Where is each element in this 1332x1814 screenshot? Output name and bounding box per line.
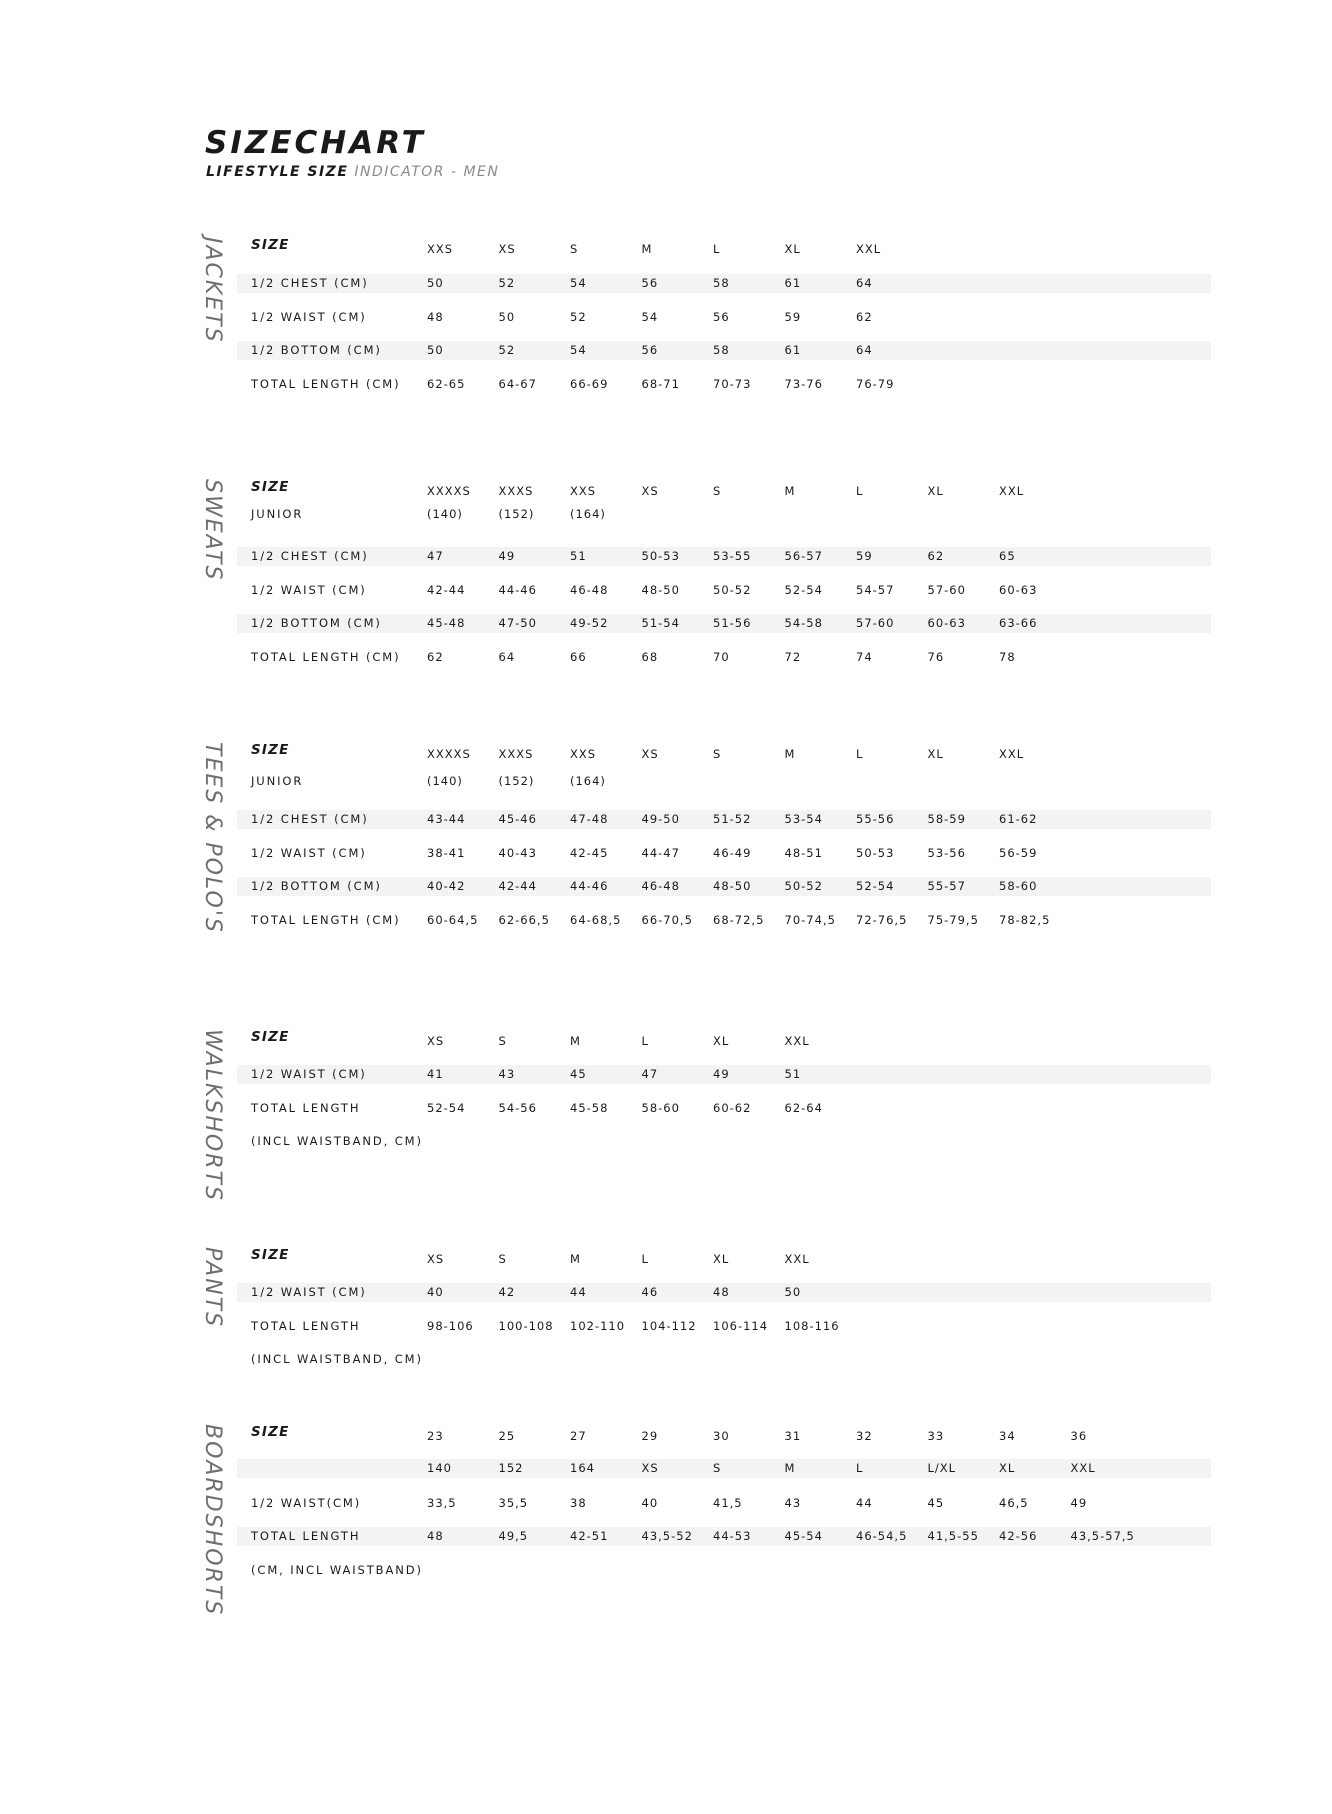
table-cell: 45-54 xyxy=(784,1529,823,1543)
table-cell: L xyxy=(713,242,721,256)
table-cell: 58 xyxy=(713,343,730,357)
table-cell: 44-46 xyxy=(498,583,537,597)
table-cell: 58-60 xyxy=(641,1101,680,1115)
table-cell: S xyxy=(713,747,722,761)
table-cell: 98-106 xyxy=(427,1319,474,1333)
table-cell: 64 xyxy=(498,650,516,664)
row-label: 1/2 WAIST (CM) xyxy=(251,1285,367,1299)
table-cell: XL xyxy=(713,1252,730,1266)
table-row xyxy=(237,375,1211,394)
table-cell: 54-58 xyxy=(784,616,823,630)
table-cell: XXL xyxy=(1070,1461,1096,1475)
table-cell: 140 xyxy=(427,1461,452,1475)
table-cell: 46,5 xyxy=(999,1496,1029,1510)
table-cell: 63-66 xyxy=(999,616,1038,630)
table-cell: 31 xyxy=(784,1429,802,1443)
table-cell: XXXXS xyxy=(427,484,471,498)
page-title: SIZECHART xyxy=(205,125,426,161)
table-cell: 53-56 xyxy=(927,846,966,860)
row-label: 1/2 WAIST (CM) xyxy=(251,1067,367,1081)
table-cell: XXXS xyxy=(498,747,534,761)
table-cell: 41 xyxy=(427,1067,444,1081)
table-cell: 45-46 xyxy=(498,812,537,826)
table-cell: 62 xyxy=(427,650,444,664)
table-cell: XS xyxy=(498,242,516,256)
table-cell: 52 xyxy=(498,276,516,290)
table-cell: 43 xyxy=(498,1067,516,1081)
table-row xyxy=(237,308,1211,327)
table-row xyxy=(237,1065,1211,1084)
row-label: TOTAL LENGTH xyxy=(251,1101,361,1115)
table-row xyxy=(237,648,1211,667)
table-cell: 53-54 xyxy=(784,812,823,826)
table-cell: M xyxy=(641,242,653,256)
table-cell: 46-49 xyxy=(713,846,752,860)
table-row xyxy=(237,341,1211,360)
table-cell: 52 xyxy=(570,310,587,324)
row-label: TOTAL LENGTH xyxy=(251,1529,361,1543)
table-cell: 78-82,5 xyxy=(999,913,1051,927)
table-row xyxy=(237,1459,1211,1478)
table-cell: (164) xyxy=(570,507,606,521)
table-cell: 46 xyxy=(641,1285,659,1299)
table-cell: M xyxy=(570,1252,581,1266)
row-label: TOTAL LENGTH xyxy=(251,1319,361,1333)
table-cell: 70-74,5 xyxy=(784,913,836,927)
section-label: TEES & POLO'S xyxy=(200,742,225,934)
table-cell: XL xyxy=(713,1034,730,1048)
row-label: 1/2 WAIST(CM) xyxy=(251,1496,362,1510)
table-cell: 49,5 xyxy=(498,1529,529,1543)
table-cell: 54 xyxy=(570,276,587,290)
table-cell: 56 xyxy=(713,310,730,324)
table-cell: 36 xyxy=(1070,1429,1088,1443)
table-cell: 59 xyxy=(784,310,802,324)
section-label: PANTS xyxy=(200,1247,225,1329)
table-cell: 45 xyxy=(927,1496,945,1510)
table-cell: 27 xyxy=(570,1429,587,1443)
table-row xyxy=(237,1561,1211,1580)
table-cell: 62 xyxy=(927,549,945,563)
table-cell: 61 xyxy=(784,343,802,357)
table-cell: 43,5-57,5 xyxy=(1070,1529,1135,1543)
page-subtitle xyxy=(206,163,499,181)
table-cell: 54 xyxy=(570,343,587,357)
table-cell: 51-52 xyxy=(713,812,752,826)
table-cell: XXL xyxy=(856,242,882,256)
table-cell: 46-54,5 xyxy=(856,1529,908,1543)
table-cell: 57-60 xyxy=(856,616,895,630)
table-cell: 44-47 xyxy=(641,846,680,860)
table-cell: (140) xyxy=(427,507,463,521)
table-row xyxy=(237,810,1211,829)
table-cell: 106-114 xyxy=(713,1319,769,1333)
table-cell: M xyxy=(784,747,796,761)
table-cell: 70-73 xyxy=(713,377,752,391)
section-label: SWEATS xyxy=(200,479,225,582)
table-cell: (140) xyxy=(427,774,463,788)
table-cell: 51-54 xyxy=(641,616,680,630)
table-cell: 56-57 xyxy=(784,549,823,563)
table-cell: 64-68,5 xyxy=(570,913,622,927)
table-row xyxy=(237,772,1211,791)
table-cell: S xyxy=(713,1461,722,1475)
table-cell: XXL xyxy=(784,1252,810,1266)
table-cell: 54-57 xyxy=(856,583,895,597)
table-cell: L xyxy=(641,1034,649,1048)
table-cell: 58 xyxy=(713,276,730,290)
table-cell: L xyxy=(856,484,864,498)
row-label: TOTAL LENGTH (CM) xyxy=(251,913,401,927)
table-cell: 100-108 xyxy=(498,1319,554,1333)
table-cell: 66-69 xyxy=(570,377,609,391)
table-cell: 50 xyxy=(498,310,516,324)
table-cell: XL xyxy=(927,484,944,498)
table-cell: 76-79 xyxy=(856,377,895,391)
table-cell: 30 xyxy=(713,1429,730,1443)
table-cell: 152 xyxy=(498,1461,524,1475)
table-cell: 51 xyxy=(570,549,587,563)
table-cell: M xyxy=(784,1461,796,1475)
table-cell: 42-44 xyxy=(427,583,466,597)
table-cell: 61-62 xyxy=(999,812,1038,826)
row-label: TOTAL LENGTH (CM) xyxy=(251,377,401,391)
table-row xyxy=(237,844,1211,863)
table-cell: M xyxy=(784,484,796,498)
table-cell: 44-46 xyxy=(570,879,609,893)
table-cell: XS xyxy=(641,484,659,498)
table-cell: L xyxy=(641,1252,649,1266)
table-cell: 52 xyxy=(498,343,516,357)
row-label: SIZE xyxy=(251,1247,290,1263)
table-cell: 61 xyxy=(784,276,802,290)
row-label: JUNIOR xyxy=(251,774,304,788)
table-cell: 49 xyxy=(1070,1496,1088,1510)
row-label: 1/2 CHEST (CM) xyxy=(251,812,369,826)
table-cell: 104-112 xyxy=(641,1319,697,1333)
table-cell: 49-50 xyxy=(641,812,680,826)
table-cell: 62 xyxy=(856,310,873,324)
table-cell: XS xyxy=(427,1034,445,1048)
table-cell: 46-48 xyxy=(570,583,609,597)
table-cell: 50-53 xyxy=(641,549,680,563)
table-cell: 70 xyxy=(713,650,730,664)
table-row xyxy=(237,1350,1211,1369)
table-cell: 75-79,5 xyxy=(927,913,979,927)
table-cell: 58-60 xyxy=(999,879,1038,893)
table-cell: 164 xyxy=(570,1461,595,1475)
table-cell: L xyxy=(856,747,864,761)
table-cell: 41,5-55 xyxy=(927,1529,979,1543)
table-cell: XL xyxy=(927,747,944,761)
size-header-row xyxy=(237,1247,1211,1269)
subtitle-light: INDICATOR - MEN xyxy=(348,164,500,180)
table-cell: S xyxy=(570,242,579,256)
table-row xyxy=(237,1494,1211,1513)
table-cell: 72-76,5 xyxy=(856,913,908,927)
table-cell: 45-48 xyxy=(427,616,466,630)
table-cell: 45 xyxy=(570,1067,587,1081)
table-cell: 44-53 xyxy=(713,1529,752,1543)
table-cell: 48-50 xyxy=(641,583,680,597)
table-cell: 65 xyxy=(999,549,1016,563)
table-cell: L xyxy=(856,1461,864,1475)
table-cell: 62-66,5 xyxy=(498,913,550,927)
table-cell: 59 xyxy=(856,549,873,563)
table-cell: 48 xyxy=(713,1285,730,1299)
table-cell: 57-60 xyxy=(927,583,966,597)
row-label: JUNIOR xyxy=(251,507,304,521)
table-cell: XXXXS xyxy=(427,747,471,761)
table-cell: 64 xyxy=(856,276,873,290)
table-cell: 49 xyxy=(498,549,516,563)
table-cell: XL xyxy=(999,1461,1016,1475)
table-cell: 56 xyxy=(641,276,659,290)
table-row xyxy=(237,1317,1211,1336)
section-label: WALKSHORTS xyxy=(200,1029,225,1202)
table-cell: XS xyxy=(427,1252,445,1266)
table-cell: 78 xyxy=(999,650,1016,664)
table-row xyxy=(237,877,1211,896)
section-label: BOARDSHORTS xyxy=(200,1424,225,1617)
table-cell: 40 xyxy=(427,1285,444,1299)
table-cell: 48-51 xyxy=(784,846,823,860)
table-cell: 55-57 xyxy=(927,879,966,893)
table-cell: 51-56 xyxy=(713,616,752,630)
table-cell: 42-56 xyxy=(999,1529,1038,1543)
row-label: 1/2 CHEST (CM) xyxy=(251,549,369,563)
table-cell: 66 xyxy=(570,650,587,664)
table-cell: XS xyxy=(641,747,659,761)
row-label: 1/2 WAIST (CM) xyxy=(251,310,367,324)
table-cell: 38 xyxy=(570,1496,587,1510)
table-cell: 56 xyxy=(641,343,659,357)
row-label: 1/2 WAIST (CM) xyxy=(251,583,367,597)
table-row xyxy=(237,581,1211,600)
table-cell: (164) xyxy=(570,774,606,788)
row-label: SIZE xyxy=(251,742,290,758)
table-cell: XXS xyxy=(427,242,454,256)
table-cell: 60-64,5 xyxy=(427,913,479,927)
table-cell: XS xyxy=(641,1461,659,1475)
table-cell: 68-71 xyxy=(641,377,680,391)
table-cell: S xyxy=(498,1252,507,1266)
row-label: SIZE xyxy=(251,1029,290,1045)
table-cell: 52-54 xyxy=(784,583,823,597)
row-label: 1/2 BOTTOM (CM) xyxy=(251,343,382,357)
row-label: TOTAL LENGTH (CM) xyxy=(251,650,401,664)
table-cell: 74 xyxy=(856,650,873,664)
table-cell: 60-63 xyxy=(999,583,1038,597)
table-cell: 53-55 xyxy=(713,549,752,563)
size-header-row xyxy=(237,1029,1211,1051)
row-label: (INCL WAISTBAND, CM) xyxy=(251,1134,423,1148)
table-cell: XXL xyxy=(999,484,1025,498)
table-cell: 43-44 xyxy=(427,812,466,826)
table-row xyxy=(237,1099,1211,1118)
table-cell: XXL xyxy=(999,747,1025,761)
table-cell: 51 xyxy=(784,1067,802,1081)
row-label: 1/2 BOTTOM (CM) xyxy=(251,616,382,630)
table-cell: 56-59 xyxy=(999,846,1038,860)
size-header-row xyxy=(237,1424,1211,1446)
table-cell: 44 xyxy=(856,1496,873,1510)
table-cell: 35,5 xyxy=(498,1496,529,1510)
table-cell: (152) xyxy=(498,507,535,521)
table-cell: XXXS xyxy=(498,484,534,498)
table-cell: 68 xyxy=(641,650,659,664)
table-cell: 55-56 xyxy=(856,812,895,826)
row-label: SIZE xyxy=(251,237,290,253)
table-cell: 68-72,5 xyxy=(713,913,765,927)
size-header-row xyxy=(237,237,1211,259)
table-cell: 62-64 xyxy=(784,1101,823,1115)
table-cell: 43,5-52 xyxy=(641,1529,693,1543)
table-cell: 25 xyxy=(498,1429,516,1443)
table-cell: 47-48 xyxy=(570,812,609,826)
row-label: 1/2 CHEST (CM) xyxy=(251,276,369,290)
table-cell: 50 xyxy=(784,1285,802,1299)
table-cell: 102-110 xyxy=(570,1319,626,1333)
table-cell: 50-52 xyxy=(784,879,823,893)
subtitle-bold: LIFESTYLE SIZE xyxy=(206,164,349,180)
table-cell: 46-48 xyxy=(641,879,680,893)
table-cell: 42-51 xyxy=(570,1529,609,1543)
table-cell: S xyxy=(713,484,722,498)
table-row xyxy=(237,1132,1211,1151)
table-cell: 52-54 xyxy=(856,879,895,893)
table-cell: 72 xyxy=(784,650,802,664)
row-label: SIZE xyxy=(251,479,290,495)
table-cell: 43 xyxy=(784,1496,802,1510)
row-label: (INCL WAISTBAND, CM) xyxy=(251,1352,423,1366)
table-cell: 41,5 xyxy=(713,1496,743,1510)
table-cell: XXL xyxy=(784,1034,810,1048)
size-header-row xyxy=(237,742,1211,764)
table-cell: 60-62 xyxy=(713,1101,752,1115)
table-cell: 49-52 xyxy=(570,616,609,630)
table-row xyxy=(237,614,1211,633)
table-cell: 40 xyxy=(641,1496,659,1510)
table-cell: 42 xyxy=(498,1285,516,1299)
table-cell: 66-70,5 xyxy=(641,913,693,927)
table-cell: 49 xyxy=(713,1067,730,1081)
table-cell: 50 xyxy=(427,276,444,290)
table-row xyxy=(237,1283,1211,1302)
table-cell: XXS xyxy=(570,747,597,761)
table-cell: 62-65 xyxy=(427,377,466,391)
table-row xyxy=(237,274,1211,293)
size-header-row xyxy=(237,479,1211,501)
table-cell: 73-76 xyxy=(784,377,823,391)
table-cell: 42-45 xyxy=(570,846,609,860)
table-cell: 48 xyxy=(427,310,444,324)
table-cell: 42-44 xyxy=(498,879,537,893)
table-cell: 52-54 xyxy=(427,1101,466,1115)
table-cell: 50 xyxy=(427,343,444,357)
section-label: JACKETS xyxy=(200,237,225,344)
table-cell: 50-52 xyxy=(713,583,752,597)
table-cell: 32 xyxy=(856,1429,873,1443)
table-cell: M xyxy=(570,1034,581,1048)
table-cell: 40-43 xyxy=(498,846,537,860)
table-cell: 108-116 xyxy=(784,1319,840,1333)
table-cell: 76 xyxy=(927,650,945,664)
table-cell: 48 xyxy=(427,1529,444,1543)
table-row xyxy=(237,1527,1211,1546)
table-cell: 47 xyxy=(427,549,444,563)
table-cell: 47 xyxy=(641,1067,659,1081)
table-cell: 64-67 xyxy=(498,377,537,391)
table-cell: 33 xyxy=(927,1429,945,1443)
table-cell: 44 xyxy=(570,1285,587,1299)
table-cell: 33,5 xyxy=(427,1496,457,1510)
table-cell: XXS xyxy=(570,484,597,498)
row-label: 1/2 WAIST (CM) xyxy=(251,846,367,860)
table-cell: S xyxy=(498,1034,507,1048)
table-cell: 54 xyxy=(641,310,659,324)
table-cell: 54-56 xyxy=(498,1101,537,1115)
table-cell: 60-63 xyxy=(927,616,966,630)
row-label: SIZE xyxy=(251,1424,290,1440)
table-row xyxy=(237,911,1211,930)
table-cell: 34 xyxy=(999,1429,1016,1443)
row-label: 1/2 BOTTOM (CM) xyxy=(251,879,382,893)
table-cell: 40-42 xyxy=(427,879,466,893)
table-cell: 38-41 xyxy=(427,846,466,860)
table-cell: 50-53 xyxy=(856,846,895,860)
table-row xyxy=(237,505,1211,524)
table-cell: 47-50 xyxy=(498,616,537,630)
table-row xyxy=(237,547,1211,566)
table-cell: XL xyxy=(784,242,801,256)
table-cell: 29 xyxy=(641,1429,659,1443)
table-cell: L/XL xyxy=(927,1461,957,1475)
table-cell: 64 xyxy=(856,343,873,357)
table-cell: 48-50 xyxy=(713,879,752,893)
table-cell: 23 xyxy=(427,1429,444,1443)
table-cell: 58-59 xyxy=(927,812,966,826)
table-cell: (152) xyxy=(498,774,535,788)
row-label: (CM, INCL WAISTBAND) xyxy=(251,1563,423,1577)
table-cell: 45-58 xyxy=(570,1101,609,1115)
